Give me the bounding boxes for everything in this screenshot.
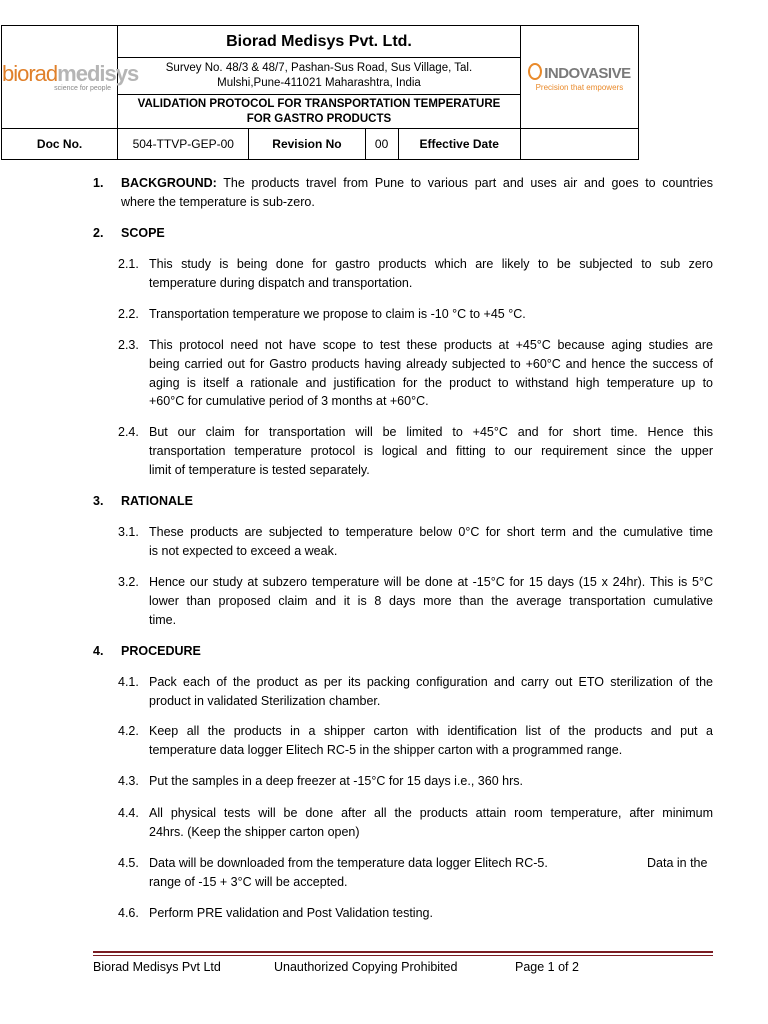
item-number: 2.2.: [118, 307, 139, 321]
section-number: 3.: [93, 494, 104, 508]
protocol-title: VALIDATION PROTOCOL FOR TRANSPORTATION TEMPERATURE FOR GASTRO PRODUCTS: [118, 95, 521, 129]
item-number: 4.2.: [118, 724, 139, 738]
paragraph-line: product in validated Sterilization chamber.: [149, 694, 381, 708]
item-number: 3.1.: [118, 525, 139, 539]
paragraph-line: aging is itself a rationale and justification for the product to withstand high temperature up to: [149, 376, 713, 390]
item-number: 3.2.: [118, 575, 139, 589]
item-number: 4.6.: [118, 906, 139, 920]
paragraph-line: These products are subjected to temperature below 0°C for short term and the cumulative time: [149, 525, 713, 539]
doc-no-value: 504-TTVP-GEP-00: [118, 129, 249, 160]
footer-divider-thin: [93, 955, 713, 956]
section-heading: RATIONALE: [121, 494, 193, 508]
paragraph-line: Transportation temperature we propose to claim is -10 °C to +45 °C.: [149, 307, 526, 321]
footer-page-number: Page 1 of 2: [515, 960, 579, 974]
paragraph-line: Pack each of the product as per its packing configuration and carry out ETO sterilization of the: [149, 675, 713, 689]
paragraph-line: Data will be downloaded from the temperature data logger Elitech RC-5.: [149, 856, 548, 870]
item-number: 4.1.: [118, 675, 139, 689]
paragraph-line: BACKGROUND: The products travel from Pune to various part and uses air and goes to countries: [121, 176, 713, 190]
footer-notice: Unauthorized Copying Prohibited: [274, 960, 458, 974]
section-heading: SCOPE: [121, 226, 165, 240]
footer-divider: [93, 951, 713, 953]
paragraph-line: transportation temperature protocol is logical and fitting to our requirement since the upper: [149, 444, 713, 458]
paragraph-line: All physical tests will be done after all the products attain room temperature, after minimum: [149, 806, 713, 820]
paragraph-line: Hence our study at subzero temperature will be done at -15°C for 15 days (15 x 24hr). This is 5°C: [149, 575, 713, 589]
item-number: 2.4.: [118, 425, 139, 439]
section-heading: PROCEDURE: [121, 644, 201, 658]
effective-date-label: Effective Date: [398, 129, 520, 160]
paragraph-line: range of -15 + 3°C will be accepted.: [149, 875, 348, 889]
paragraph-line: Perform PRE validation and Post Validation testing.: [149, 906, 433, 920]
paragraph-line: Put the samples in a deep freezer at -15°C for 15 days i.e., 360 hrs.: [149, 774, 523, 788]
doc-no-label: Doc No.: [2, 129, 118, 160]
item-number: 4.5.: [118, 856, 139, 870]
section-number: 2.: [93, 226, 104, 240]
item-number: 4.3.: [118, 774, 139, 788]
paragraph-line: time.: [149, 613, 177, 627]
paragraph-line: 24hrs. (Keep the shipper carton open): [149, 825, 360, 839]
company-name: Biorad Medisys Pvt. Ltd.: [118, 26, 521, 58]
paragraph-line: +60°C for cumulative period of 3 months at +60°C.: [149, 394, 429, 408]
item-number: 2.1.: [118, 257, 139, 271]
paragraph-line: This study is being done for gastro products which are likely to be subjected to sub zero: [149, 257, 713, 271]
paragraph-line: temperature data logger Elitech RC-5 in the shipper carton with a programmed range.: [149, 743, 623, 757]
footer-company: Biorad Medisys Pvt Ltd: [93, 960, 221, 974]
biorad-medisys-logo: bioradmedisys science for people: [2, 26, 118, 129]
paragraph-line: But our claim for transportation will be limited to +45°C and for short time. Hence this: [149, 425, 713, 439]
paragraph-line: limit of temperature is tested separately.: [149, 463, 370, 477]
paragraph-line: where the temperature is sub-zero.: [121, 195, 315, 209]
paragraph-line: lower than proposed claim and it is 8 days more than the average transportation cumulative: [149, 594, 713, 608]
section-number: 1.: [93, 176, 104, 190]
indovasive-logo: INDOVASIVE Precision that empowers: [520, 26, 638, 129]
paragraph-line: is not expected to exceed a weak.: [149, 544, 338, 558]
revision-label: Revision No: [249, 129, 365, 160]
revision-value: 00: [365, 129, 398, 160]
item-number: 2.3.: [118, 338, 139, 352]
paragraph-line: temperature during dispatch and transportation.: [149, 276, 413, 290]
paragraph-line: This protocol need not have scope to test these products at +45°C because aging studies are: [149, 338, 713, 352]
paragraph-line: Keep all the products in a shipper carton with identification list of the products and put a: [149, 724, 713, 738]
item-number: 4.4.: [118, 806, 139, 820]
section-number: 4.: [93, 644, 104, 658]
paragraph-line: Data in the: [647, 856, 708, 870]
company-address: Survey No. 48/3 & 48/7, Pashan-Sus Road, Sus Village, Tal. Mulshi,Pune-411021 Maharashtra, India: [118, 58, 521, 95]
paragraph-line: being carried out for Gastro products having already subjected to +60°C and hence the success of: [149, 357, 713, 371]
